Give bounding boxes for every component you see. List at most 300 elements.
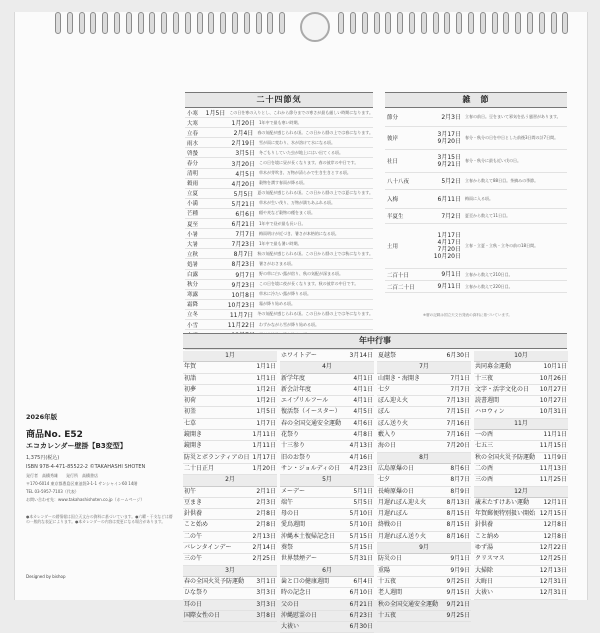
event-name: 復活祭（イースター） (281, 408, 341, 416)
sekki-row (185, 128, 373, 138)
event-date: 4月8日 (353, 431, 373, 439)
zassetsu-date: 4月17日 (437, 239, 461, 246)
event-date: 10月27日 (539, 385, 567, 393)
month-header: 2月 (183, 475, 277, 486)
event-name: 十五夜 (378, 577, 397, 585)
event-date: 6月10日 (349, 589, 373, 597)
event-row (183, 509, 277, 520)
event-name: 初荷 (184, 397, 197, 405)
event-name: 春の全国火災予防運動 (184, 577, 245, 585)
event-date: 12月1日 (543, 498, 567, 506)
binding-ring (492, 12, 498, 34)
event-row (377, 532, 471, 543)
binding-ring (55, 12, 61, 34)
event-row (280, 430, 374, 441)
sekki-date: 5月5日 (233, 190, 254, 198)
event-row (377, 407, 471, 418)
binding-ring (551, 12, 557, 34)
event-date: 1月1日 (256, 363, 276, 371)
event-row (474, 430, 568, 441)
event-name: バレンタインデー (184, 544, 232, 552)
binding-ring (562, 12, 568, 34)
event-name: 山開き・海開き (378, 374, 421, 382)
event-name: 長崎原爆の日 (378, 487, 415, 495)
event-name: ぼん送り火 (378, 419, 409, 427)
event-date: 10月26日 (539, 374, 567, 382)
zassetsu-row (385, 127, 567, 150)
binding-ring (220, 12, 226, 34)
sekki-date: 3月5日 (235, 150, 255, 158)
event-date: 4月16日 (349, 453, 373, 461)
event-name: 一の酉 (475, 431, 494, 439)
sekki-date: 3月20日 (231, 160, 255, 168)
binding-ring (67, 12, 73, 34)
event-row (280, 520, 374, 531)
events-column-3 (377, 351, 471, 622)
publisher-url: お問い合わせ先：www.takahashishoten.co.jp（ホームページ） (26, 497, 145, 502)
event-date: 4月1日 (353, 385, 373, 393)
sekki-name: 白露 (187, 272, 199, 279)
event-name: 国際女性の日 (184, 611, 221, 619)
zassetsu-date: 1月17日 (437, 232, 461, 239)
event-row (183, 532, 277, 543)
event-row (377, 520, 471, 531)
event-row (377, 566, 471, 577)
sekki-name: 霜降 (187, 302, 199, 309)
sekki-name: 秋分 (187, 282, 199, 289)
sekki-description: 穀物を潤す春雨が降る頃。 (259, 180, 307, 186)
sekki-name: 芒種 (187, 211, 199, 218)
event-date: 7月15日 (446, 408, 470, 416)
sekki-date: 9月7日 (235, 271, 255, 279)
event-date: 4月6日 (353, 419, 373, 427)
event-name: 重陽 (378, 566, 391, 574)
zassetsu-row (385, 108, 567, 127)
month-header: 12月 (474, 487, 568, 498)
binding-ring (397, 12, 403, 34)
binding-ring (185, 12, 191, 34)
zassetsu-date: 9月20日 (437, 138, 461, 145)
event-row (377, 385, 471, 396)
event-date: 9月25日 (446, 611, 470, 619)
event-name: 時の記念日 (281, 589, 312, 597)
event-date: 5月15日 (349, 532, 373, 540)
sekki-description: 1年中で昼が最も長い日。 (259, 220, 306, 226)
event-name: ぼん (378, 408, 391, 416)
binding-ring (444, 12, 450, 34)
event-name: 二の酉 (475, 464, 494, 472)
event-date: 6月23日 (349, 611, 373, 619)
sekki-row (185, 239, 373, 249)
zassetsu-description: 立春から数えて220日目。 (465, 283, 513, 289)
binding-ring (338, 12, 344, 34)
event-row (280, 543, 374, 554)
event-row (183, 441, 277, 452)
binding-ring (374, 12, 380, 34)
sekki-name: 立冬 (187, 312, 199, 319)
event-row (183, 520, 277, 531)
sekki-row (185, 138, 373, 148)
event-name: 年賀 (184, 363, 197, 371)
event-name: 月遅れぼん (378, 510, 409, 518)
event-name: 初午 (184, 487, 197, 495)
event-date: 10月1日 (543, 363, 567, 371)
binding-ring (409, 12, 415, 34)
event-name: 歯と口の健康週間 (281, 577, 330, 585)
zassetsu-name: 入梅 (387, 197, 399, 203)
sekki-description: 梅雨明けが近づき、暑さが本格的になる頃。 (259, 230, 339, 236)
event-date: 2月1日 (256, 487, 276, 495)
event-row (377, 374, 471, 385)
event-row (280, 611, 374, 622)
event-date: 12月8日 (543, 532, 567, 540)
event-row (377, 464, 471, 475)
sekki-description: 冬ごもりしていた虫が地上にはい出てくる頃。 (259, 149, 343, 155)
event-name: 藪入り (378, 431, 397, 439)
binding-ring (468, 12, 474, 34)
binding-ring (244, 12, 250, 34)
month-header: 3月 (183, 566, 277, 577)
publisher-tel: TEL 03-5957-7103（代表） (26, 489, 79, 494)
event-row (377, 509, 471, 520)
sekki-name: 小雪 (187, 322, 199, 329)
event-date: 12月13日 (539, 566, 567, 574)
event-row (474, 554, 568, 565)
event-name: 夏越祭 (378, 352, 397, 359)
event-name: ひな祭り (184, 589, 209, 597)
events-title: 年中行事 (183, 333, 567, 349)
event-date: 7月7日 (450, 385, 470, 393)
zassetsu-row (385, 269, 567, 281)
binding-ring (79, 12, 85, 34)
sekki-row (185, 219, 373, 229)
zassetsu-date: 10月20日 (433, 253, 461, 260)
event-row (183, 498, 277, 509)
sekki-date: 8月7日 (233, 251, 254, 259)
event-name: 旧のお祭り (281, 453, 312, 461)
event-date: 5月10日 (349, 521, 373, 529)
binding-ring (197, 12, 203, 34)
event-row (183, 543, 277, 554)
binding-ring (480, 12, 486, 34)
event-row (280, 622, 374, 633)
event-row (280, 407, 374, 418)
sekki-row (185, 148, 373, 158)
sekki-date: 8月23日 (231, 261, 255, 269)
sekki-name: 大暑 (187, 241, 199, 248)
event-row (474, 509, 568, 520)
event-date: 12月8日 (543, 521, 567, 529)
sekki-row (185, 199, 373, 209)
event-row (474, 396, 568, 407)
nijushi-sekki-title: 二十四節気 (185, 92, 373, 108)
zassetsu-date: 5月2日 (441, 177, 461, 185)
event-name: 十五夜 (378, 611, 397, 619)
binding-ring (90, 12, 96, 34)
zassetsu-date: 7月20日 (437, 246, 461, 253)
sekki-name: 春分 (187, 161, 199, 168)
zassetsu-name: 土用 (387, 244, 399, 250)
event-name: 七夕 (378, 476, 391, 484)
sekki-description: 春の気配が感じられる頃。この日から暦の上では春になります。 (257, 129, 373, 135)
event-name: 耳の日 (184, 600, 203, 608)
event-row (183, 453, 277, 464)
event-row (377, 554, 471, 565)
event-row (377, 611, 471, 622)
calendar-note: ●本カレンダーの暦情報は国立天文台の資料に基づいています。●六曜・干支などは暦の一般的な表記によります。●本カレンダーの内容は変更になる場合があります。 (26, 514, 173, 524)
sekki-name: 小寒 (187, 110, 199, 117)
zassetsu-date: 9月21日 (437, 161, 461, 168)
nijushi-sekki-panel (185, 92, 373, 350)
zassetsu-name: 半夏生 (387, 214, 404, 220)
event-date: 12月31日 (539, 577, 567, 585)
sekki-description: わずかながら雪が降り始める頃。 (259, 321, 319, 327)
binding-ring (350, 12, 356, 34)
month-header: 10月 (474, 351, 568, 362)
event-row (474, 385, 568, 396)
events-column-1 (183, 351, 277, 622)
event-name: こと納め (475, 532, 500, 540)
event-date: 4月23日 (349, 464, 373, 472)
event-row (474, 441, 568, 452)
zassetsu-date: 7月2日 (441, 212, 461, 220)
event-date: 9月9日 (450, 566, 470, 574)
event-date: 3月8日 (256, 611, 276, 619)
event-row (474, 577, 568, 588)
binding-ring (515, 12, 521, 34)
zassetsu-row (385, 150, 567, 173)
event-row (280, 600, 374, 611)
event-name: 月遅れぼん送り火 (378, 532, 427, 540)
sekki-row (185, 169, 373, 179)
event-name: 大祓い (475, 589, 494, 597)
product-info (26, 412, 176, 502)
event-date: 8月7日 (450, 476, 470, 484)
event-name: 針供養 (475, 521, 494, 529)
event-date: 3月14日 (349, 352, 373, 359)
event-date: 8月13日 (446, 498, 470, 506)
event-date: 9月21日 (446, 600, 470, 608)
event-row (377, 475, 471, 486)
sekki-description: 夏の気配が感じられる頃。この日から暦の上では夏になります。 (257, 190, 373, 196)
event-name: 初詣 (184, 374, 197, 382)
event-date: 3月1日 (256, 577, 276, 585)
sekki-description: 1年中で最も寒い時期。 (259, 119, 302, 125)
event-date: 3月3日 (256, 600, 276, 608)
sekki-date: 10月8日 (231, 291, 255, 299)
sekki-row (185, 209, 373, 219)
binding-ring (256, 12, 262, 34)
event-row (280, 487, 374, 498)
sekki-name: 立夏 (187, 191, 199, 198)
event-name: 母の日 (281, 510, 300, 518)
zassetsu-title: 雑 節 (385, 92, 567, 108)
event-row (474, 566, 568, 577)
event-row (474, 374, 568, 385)
binding-ring (102, 12, 108, 34)
event-name: ぼん迎え火 (378, 397, 409, 405)
sekki-date: 11月22日 (227, 322, 255, 330)
event-date: 6月30日 (349, 623, 373, 631)
calendar-source-note: ※暦の記載は国立天文台発表の資料に基づいています。 (423, 313, 512, 317)
event-name: 月遅れぼん迎え火 (378, 498, 427, 506)
sekki-name: 立秋 (187, 251, 199, 258)
sekki-name: 啓蟄 (187, 150, 199, 157)
sekki-name: 穀雨 (187, 181, 199, 188)
event-row (377, 588, 471, 599)
sekki-description: この日を寒の入りとし、これから節分までの寒さが最も厳しい時期になります。 (229, 109, 373, 115)
event-date: 2月14日 (252, 544, 276, 552)
product-price: 1,375円(税込) (26, 455, 60, 461)
event-name: 海の日 (378, 442, 397, 450)
event-name: メーデー (281, 487, 306, 495)
publisher: 発行者 高橋秀雄 発行所 高橋書店 (26, 473, 98, 478)
event-date: 1月7日 (256, 419, 276, 427)
event-date: 8月9日 (450, 487, 470, 495)
sekki-date: 7月23日 (231, 241, 255, 249)
binding-ring (539, 12, 545, 34)
sekki-row (185, 158, 373, 168)
event-date: 4月5日 (353, 408, 373, 416)
event-name: 鏡開き (184, 431, 203, 439)
event-name: 愛鳥週間 (281, 521, 306, 529)
event-row (280, 509, 374, 520)
event-date: 4月13日 (349, 442, 373, 450)
event-row (183, 611, 277, 622)
sekki-description: 暑さがおさまる頃。 (259, 260, 295, 266)
event-date: 12月31日 (539, 589, 567, 597)
binding-ring (161, 12, 167, 34)
zassetsu-row (385, 173, 567, 190)
event-date: 6月21日 (349, 600, 373, 608)
event-row (183, 419, 277, 430)
event-row (280, 498, 374, 509)
sekki-name: 寒露 (187, 292, 199, 299)
sekki-row (185, 310, 373, 320)
sekki-row (185, 270, 373, 280)
month-header: 4月 (280, 362, 374, 373)
zassetsu-dates (427, 271, 465, 278)
sekki-date: 5月21日 (231, 200, 255, 208)
event-row (474, 543, 568, 554)
event-date: 8月15日 (446, 510, 470, 518)
events-column-2 (280, 351, 374, 633)
event-name: 年賀郵便特別扱い開始 (475, 510, 536, 518)
product-isbn: ISBN 978-4-471-85522-2 ©TAKAHASHI SHOTEN (26, 464, 146, 470)
sekki-row (185, 290, 373, 300)
event-name: 大晦日 (475, 577, 494, 585)
sekki-description: 秋の気配が感じられる頃。この日から暦の上では秋になります。 (257, 250, 373, 256)
event-name: 十三夜 (475, 374, 494, 382)
event-date: 7月16日 (446, 431, 470, 439)
zassetsu-name: 二百十日 (387, 272, 410, 279)
zassetsu-dates (427, 114, 465, 121)
binding-ring (267, 12, 273, 34)
event-row (474, 498, 568, 509)
sekki-description: 霜が降り始める頃。 (259, 301, 295, 307)
sekki-date: 11月7日 (229, 311, 254, 319)
event-date: 11月9日 (543, 453, 567, 461)
event-date: 12月25日 (539, 555, 567, 563)
event-date: 12月15日 (539, 510, 567, 518)
event-name: 春の全国交通安全運動 (281, 419, 342, 427)
event-name: 葵祭 (281, 544, 294, 552)
event-row (377, 600, 471, 611)
event-row (474, 475, 568, 486)
event-date: 3月3日 (256, 589, 276, 597)
event-date: 1月20日 (252, 464, 276, 472)
event-row (183, 577, 277, 588)
zassetsu-dates (427, 178, 465, 185)
zassetsu-name: 八十八夜 (387, 179, 410, 185)
event-name: 共同募金運動 (475, 363, 512, 371)
event-row (377, 351, 471, 362)
sekki-row (185, 320, 373, 330)
event-name: 七草 (184, 419, 197, 427)
zassetsu-description: 立春から数えて88日目。茶摘みの季節。 (465, 178, 539, 183)
event-row (377, 396, 471, 407)
binding-ring (149, 12, 155, 34)
month-header: 7月 (377, 362, 471, 373)
event-row (183, 385, 277, 396)
event-row (474, 362, 568, 373)
event-row (183, 374, 277, 385)
event-name: 大祓い (281, 623, 300, 631)
zassetsu-name: 社日 (387, 159, 399, 165)
sekki-description: 草木が生い茂り、万物が満ちあふれる頃。 (259, 200, 335, 206)
month-header: 9月 (377, 543, 471, 554)
event-date: 5月15日 (349, 544, 373, 552)
event-row (280, 532, 374, 543)
sekki-description: 1年中で最も暑い時期。 (259, 240, 302, 246)
zassetsu-name: 節分 (387, 115, 399, 121)
month-header: 8月 (377, 453, 471, 464)
event-date: 1月17日 (252, 453, 276, 461)
event-name: 三の酉 (475, 476, 494, 484)
event-date: 5月31日 (349, 555, 373, 563)
binding-ring (362, 12, 368, 34)
event-date: 1月2日 (256, 397, 276, 405)
zassetsu-name: 二百二十日 (387, 284, 415, 291)
event-row (377, 430, 471, 441)
event-date: 2月8日 (256, 510, 276, 518)
event-date: 11月1日 (543, 431, 567, 439)
sekki-name: 小暑 (187, 231, 199, 238)
sekki-name: 処暑 (187, 261, 199, 268)
event-name: 歳末たすけあい運動 (475, 498, 530, 506)
zassetsu-description: 立春・立夏・立秋・立冬の前の18日間。 (465, 243, 539, 248)
product-year: 2026年版 (26, 413, 58, 421)
binding-ring (279, 12, 285, 34)
event-date: 8月6日 (450, 464, 470, 472)
sekki-description: 雪が雨に変わり、氷が溶けて水になる頃。 (259, 139, 335, 145)
event-name: 沖縄本土復帰記念日 (281, 532, 336, 540)
sekki-date: 4月5日 (235, 170, 255, 178)
event-date: 9月1日 (450, 555, 470, 563)
event-name: 秋の全国火災予防運動 (475, 453, 536, 461)
event-name: 初釜 (184, 408, 197, 416)
event-name: 文字・活字文化の日 (475, 385, 530, 393)
event-name: 針供養 (184, 510, 203, 518)
zassetsu-row (385, 190, 567, 209)
event-row (474, 588, 568, 599)
sekki-date: 9月23日 (231, 281, 255, 289)
zassetsu-dates (427, 213, 465, 220)
event-row (183, 554, 277, 565)
sekki-row (185, 189, 373, 199)
events-column-4 (474, 351, 568, 600)
event-row (474, 464, 568, 475)
